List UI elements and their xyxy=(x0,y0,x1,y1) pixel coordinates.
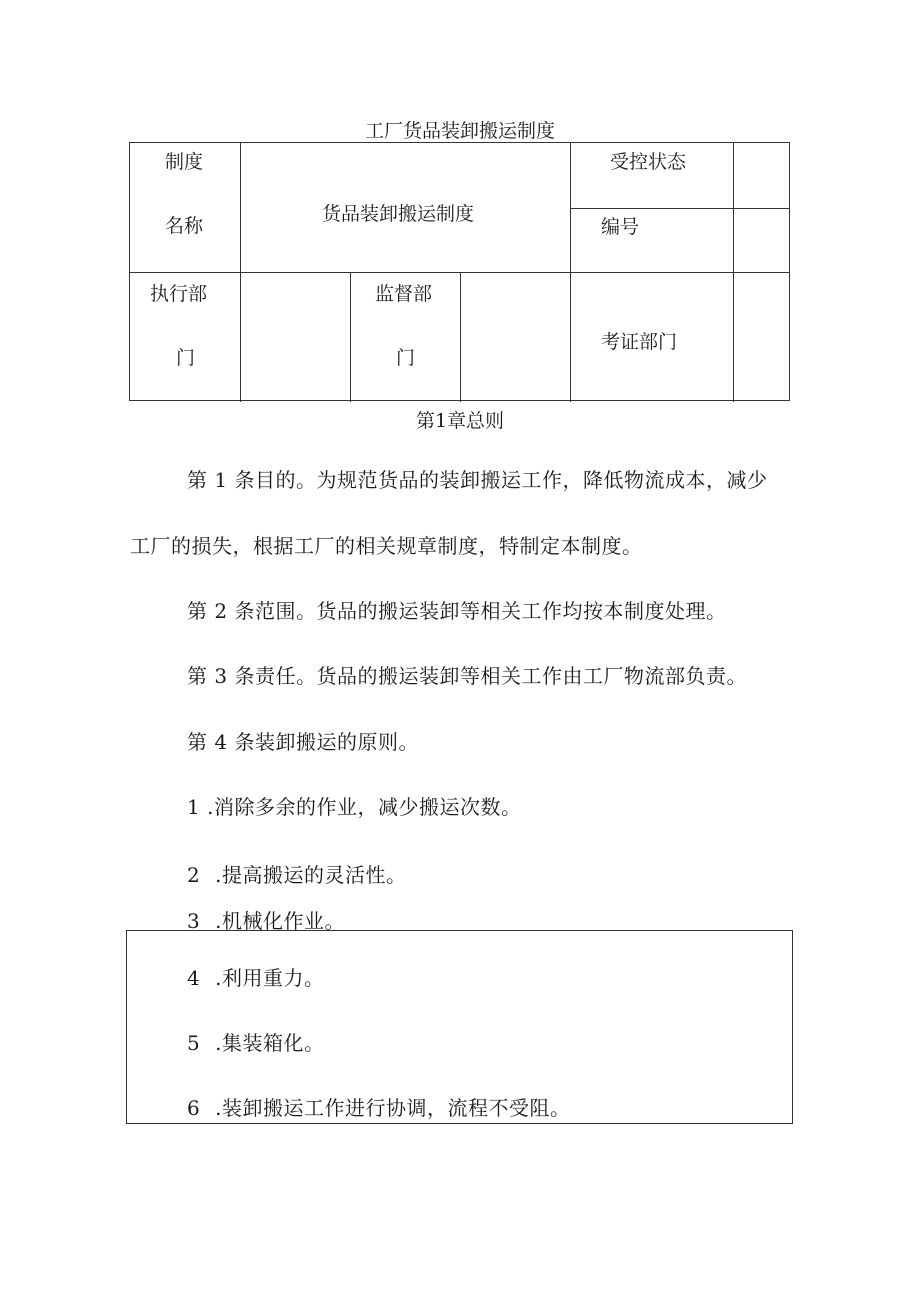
table-divider xyxy=(460,273,461,402)
principle-number: 1 xyxy=(187,795,201,819)
paragraph-1-line1: 第 1 条目的。为规范货品的装卸搬运工作，降低物流成本，减少 xyxy=(187,468,768,492)
table-divider xyxy=(350,273,351,402)
control-status-label: 受控状态 xyxy=(610,151,687,173)
header-table xyxy=(129,142,790,401)
principle-number: 4 xyxy=(187,966,201,990)
name-value: 货品装卸搬运制度 xyxy=(322,203,475,225)
exec-dept-label-line1: 执行部 xyxy=(150,283,208,305)
paragraph-2: 第 2 条范围。货品的搬运装卸等相关工作均按本制度处理。 xyxy=(187,599,727,623)
document-title: 工厂货品装卸搬运制度 xyxy=(364,120,555,142)
principle-item xyxy=(187,1092,570,1121)
principle-item xyxy=(187,1027,324,1056)
principle-text: .提高搬运的灵活性。 xyxy=(215,863,407,887)
principle-text: .消除多余的作业，减少搬运次数。 xyxy=(207,795,522,819)
supervise-dept-label-line2: 门 xyxy=(396,347,416,369)
chapter-title: 第1章总则 xyxy=(415,410,505,432)
principle-text: .利用重力。 xyxy=(215,966,325,990)
exec-dept-label-line2: 门 xyxy=(176,347,196,369)
principle-text: .集装箱化。 xyxy=(215,1031,325,1055)
principle-text: .装卸搬运工作进行协调，流程不受阻。 xyxy=(215,1096,571,1120)
principle-item xyxy=(187,791,521,820)
supervise-dept-label-line1: 监督部 xyxy=(375,283,433,305)
table-divider xyxy=(130,272,789,273)
paragraph-3: 第 3 条责任。货品的搬运装卸等相关工作由工厂物流部负责。 xyxy=(187,664,747,688)
principle-text: .机械化作业。 xyxy=(215,909,345,933)
principle-number: 3 xyxy=(187,909,201,933)
principle-item xyxy=(187,962,324,991)
principle-number: 2 xyxy=(187,863,201,887)
paragraph-4: 第 4 条装卸搬运的原则。 xyxy=(187,730,419,754)
principle-number: 5 xyxy=(187,1031,201,1055)
principle-item xyxy=(187,859,406,888)
paragraph-1-line2: 工厂的损失，根据工厂的相关规章制度，特制定本制度。 xyxy=(130,534,643,558)
name-label-line1: 制度 xyxy=(165,151,204,173)
principle-number: 6 xyxy=(187,1096,201,1120)
audit-dept-label: 考证部门 xyxy=(601,331,678,353)
name-label-line2: 名称 xyxy=(165,215,204,237)
table-divider xyxy=(570,208,789,209)
number-label: 编号 xyxy=(601,216,640,238)
